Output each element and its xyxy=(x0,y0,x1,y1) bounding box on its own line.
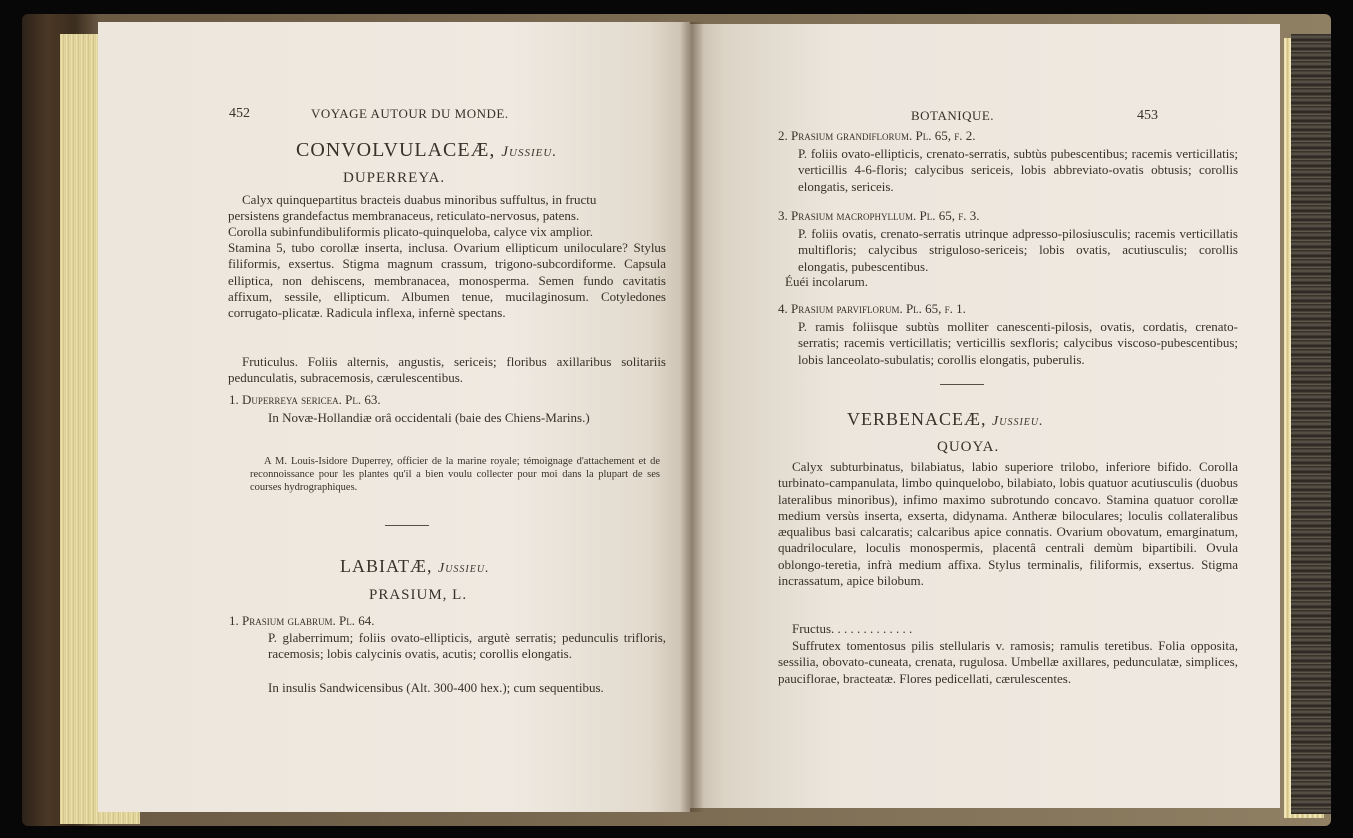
genus-heading-quoya: QUOYA. xyxy=(937,439,1000,455)
section-divider xyxy=(940,384,984,385)
genus-heading-duperreya: DUPERREYA. xyxy=(343,170,446,186)
species-locality: In insulis Sandwicensibus (Alt. 300-400 hex.); cum sequentibus. xyxy=(268,680,604,695)
species-diagnosis: P. foliis ovatis, crenato-serratis utrinque adpresso-pilosiusculis; racemis verticillatis multifloris; calycibus striguloso-sericeis; lobis ovatis, acutiusculis; corollis elongatis, pubescentibus. xyxy=(798,226,1238,274)
family-heading-labiatae xyxy=(340,556,490,577)
family-heading-verbenaceae xyxy=(847,409,1044,430)
family-title: CONVOLVULACEÆ, xyxy=(296,139,496,161)
family-heading-convolvulaceae xyxy=(296,139,557,162)
family-title: LABIATÆ, xyxy=(340,556,433,576)
species-entry-prasium-parviflorum: 4. Prasium parviflorum. Pl. 65, f. 1. xyxy=(778,301,966,316)
species-diagnosis: P. ramis foliisque subtùs molliter canescenti-pilosis, ovatis, cordatis, crenato-serratis; racemis verticillatis; verticillis sexfloris; calycibus viscoso-pubescentibus; lobis lanceolato-subulatis; corollis elongatis, puberulis. xyxy=(798,319,1238,367)
genus-description: Calyx subturbinatus, bilabiatus, labio superiore trilobo, inferiore bifido. Corolla turbinato-campanulata, limbo quinquelobo, bilabiato, lobis quatuor acutiusculis (duobus lateralibus minoribus), infimo maximo subrotundo concavo. Stamina quatuor corollæ medium versùs inserta, exserta, didynama. Antheræ biloculares; loculis collateralibus æqualibus basi calcaratis; calcaribus apice connatis. Ovarium obovatum, emarginatum, quadriloculare, loculis monospermis, placentâ centrali demùm bipartibili. Ovula oblongo-teretia, infrà medium affixa. Stylus terminalis, filiformis, exsertus. Stigma incrassatum, apice bilobum. xyxy=(778,459,1238,589)
running-head-right: BOTANIQUE. xyxy=(911,108,995,123)
page-number-right: 453 xyxy=(1137,108,1158,123)
genus-description-1: Calyx quinquepartitus bracteis duabus minoribus suffultus, in fructu xyxy=(242,192,597,207)
genus-description-4: Stamina 5, tubo corollæ inserta, inclusa. Ovarium ellipticum uniloculare? Stylus filiformis, exsertus. Stigma magnum crassum, trigono-subcordiforme. Capsula elliptica, non dehiscens, membranacea, monosperma. Semen fundo cavitatis affixum, sessile, ellipticum. Albumen tenue, mucilaginosum. Cotyledones corrugato-plicatæ. Radicula inflexa, infernè spectans. xyxy=(228,240,666,321)
species-entry-prasium-macrophyllum: 3. Prasium macrophyllum. Pl. 65, f. 3. xyxy=(778,208,980,223)
habit-description: Fruticulus. Foliis alternis, angustis, sericeis; floribus axillaribus solitariis pedunculatis, subracemosis, cærulescentibus. xyxy=(228,354,666,386)
genus-description-2: persistens grandefactus membranaceus, reticulato-nervosus, patens. xyxy=(228,208,580,223)
section-divider xyxy=(385,525,429,526)
vernacular-name: Éuéi incolarum. xyxy=(785,274,869,289)
family-authority: Jussieu. xyxy=(501,144,558,160)
fructus-line: Fructus. . . . . . . . . . . . . xyxy=(792,621,913,636)
species-entry-prasium-grandiflorum: 2. Prasium grandiflorum. Pl. 65, f. 2. xyxy=(778,128,976,143)
genus-description-3: Corolla subinfundibuliformis plicato-quinqueloba, calyce vix amplior. xyxy=(228,224,594,239)
species-diagnosis: P. foliis ovato-ellipticis, crenato-serratis, subtùs pubescentibus; racemis verticillatis; verticillis 4-6-floris; calycibus sericeis, lobis abbreviato-ovatis obtusis; corollis elongatis, sericeis. xyxy=(798,146,1238,194)
family-authority: Jussieu. xyxy=(992,414,1044,429)
running-head-left: VOYAGE AUTOUR DU MONDE. xyxy=(311,106,509,121)
family-authority: Jussieu. xyxy=(438,561,490,576)
family-title: VERBENACEÆ, xyxy=(847,409,987,429)
dedication-note: A M. Louis-Isidore Duperrey, officier de la marine royale; témoignage d'attachement et de reconnoissance pour les plantes qu'il a bien voulu collecter pour moi dans la plupart de ses courses hydrographiques. xyxy=(250,456,660,493)
page-number-left: 452 xyxy=(229,106,250,121)
species-entry-prasium-glabrum: 1. Prasium glabrum. Pl. 64. xyxy=(229,613,375,628)
species-diagnosis: P. glaberrimum; foliis ovato-ellipticis, argutè serratis; pedunculis trifloris, racemosis; lobis calycinis ovatis, acutis; corollis elongatis. xyxy=(268,630,666,662)
habit-description: Suffrutex tomentosus pilis stellularis v. ramosis; ramulis teretibus. Folia opposita, sessilia, obovato-cuneata, crenata, rugulosa. Umbellæ axillares, pedunculatæ, simplices, pauciflorae, bracteatæ. Flores pedicellati, cærulescentes. xyxy=(778,638,1238,686)
right-page xyxy=(690,24,1280,808)
book-cover-edge xyxy=(1291,34,1331,814)
book-gutter xyxy=(680,22,704,812)
left-page xyxy=(98,22,690,812)
genus-heading-prasium: PRASIUM, L. xyxy=(369,587,468,603)
species-locality: In Novæ-Hollandiæ orâ occidentali (baie des Chiens-Marins.) xyxy=(268,410,590,425)
species-entry-duperreya-sericea: 1. Duperreya sericea. Pl. 63. xyxy=(229,392,381,407)
